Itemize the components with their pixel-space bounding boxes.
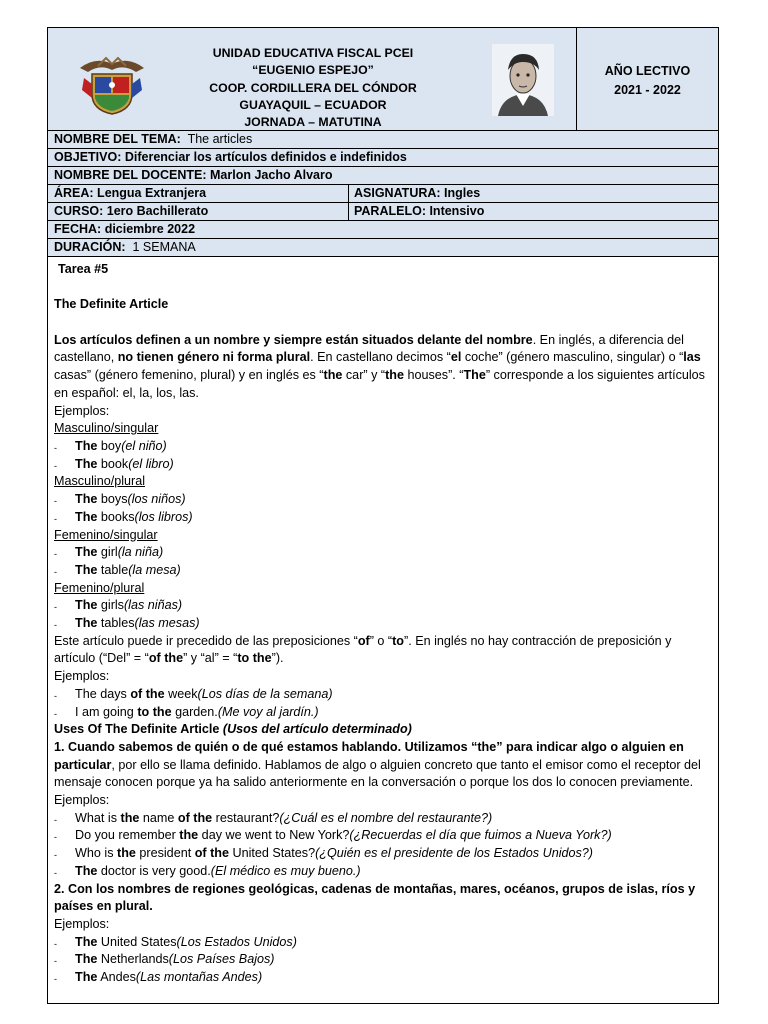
group-heading: Masculino/plural	[54, 474, 145, 489]
list-item: - The boys(los niños)	[54, 492, 186, 507]
list-item: - The United States(Los Estados Unidos)	[54, 934, 297, 949]
portrait-icon	[492, 44, 554, 116]
course-row	[48, 203, 718, 221]
list-item: - The Andes(Las montañas Andes)	[54, 970, 263, 985]
section-title: The Definite Article	[54, 297, 169, 312]
list-item: - What is the name of the restaurant?(¿Cuál es el nombre del restaurante?)	[54, 810, 493, 825]
subject-text: ASIGNATURA: Ingles	[348, 185, 480, 202]
list-item: - The tables(las mesas)	[54, 616, 200, 631]
duration-row	[48, 239, 718, 257]
school-line: “EUGENIO ESPEJO”	[252, 63, 374, 78]
teacher-row	[48, 167, 718, 185]
intro-paragraph: Los artículos definen a un nombre y siempre están situados delante del nombre. En inglés, a diferencia del castellano, no tienen género ni forma plural. En castellano decimos “el coche” (género masculino, singular) o “las casas” (género femenino, plural) y en inglés es “the car” y “the houses”. “The” corresponde a los siguientes artículos en español: el, la, los, las.	[54, 332, 705, 400]
group-heading: Masculino/singular	[54, 421, 159, 436]
objective-text: OBJETIVO: Diferenciar los artículos definidos e indefinidos	[54, 150, 407, 164]
examples-label: Ejemplos:	[54, 669, 110, 684]
header-school-cell	[48, 28, 577, 130]
list-item: - Who is the president of the United States?(¿Quién es el presidente de los Estados Unidos?)	[54, 846, 594, 861]
list-item: - The days of the week(Los días de la semana)	[54, 686, 333, 701]
list-item: - The boy(el niño)	[54, 439, 167, 453]
list-item: - The book(el libro)	[54, 456, 174, 471]
worksheet-frame	[47, 27, 719, 1004]
parallel-text: PARALELO: Intensivo	[348, 203, 484, 220]
topic-label: NOMBRE DEL TEMA:	[54, 132, 181, 146]
list-item: - I am going to the garden.(Me voy al jardín.)	[54, 704, 319, 719]
use-two-paragraph: 2. Con los nombres de regiones geológicas, cadenas de montañas, mares, océanos, grupos de islas, ríos y países en plural.	[54, 881, 696, 914]
list-item: - The table(la mesa)	[54, 562, 181, 577]
list-item: - The Netherlands(Los Países Bajos)	[54, 952, 275, 967]
school-year	[577, 62, 718, 100]
list-item: - The girls(las niñas)	[54, 598, 183, 613]
school-line: JORNADA – MATUTINA	[244, 115, 382, 130]
school-line: UNIDAD EDUCATIVA FISCAL PCEI	[212, 46, 414, 60]
use-one-paragraph: 1. Cuando sabemos de quién o de qué estamos hablando. Utilizamos “the” para indicar algo o alguien en particular, por ello se llama definido. Hablamos de algo o alguien concreto que tanto el emisor como el receptor del mensaje conocen porque ya ha salido anteriormente en la conversación o porque los dos lo conocen previamente.	[54, 739, 701, 790]
duration-label: DURACIÓN:	[54, 240, 126, 254]
area-text: ÁREA: Lengua Extranjera	[54, 186, 207, 200]
school-line: GUAYAQUIL – ECUADOR	[239, 97, 387, 112]
school-crest-icon	[76, 54, 148, 116]
area-row	[48, 185, 718, 203]
group-heading: Femenino/singular	[54, 527, 158, 542]
list-item: - The doctor is very good.(El médico es muy bueno.)	[54, 863, 361, 878]
header	[48, 28, 718, 131]
school-name-block	[163, 45, 463, 131]
year-label: AÑO LECTIVO	[604, 64, 691, 78]
topic-value: The articles	[187, 132, 253, 146]
list-item: - The girl(la niña)	[54, 545, 164, 560]
examples-label: Ejemplos:	[54, 403, 110, 418]
examples-label: Ejemplos:	[54, 916, 110, 931]
list-item: - The books(los libros)	[54, 509, 193, 524]
date-text: FECHA: diciembre 2022	[54, 222, 196, 236]
group-heading: Femenino/plural	[54, 580, 145, 595]
preposition-paragraph: Este artículo puede ir precedido de las preposiciones “of” o “to”. En inglés no hay contracción de preposición y artículo (“Del” = “of the” y “al” = “to the”).	[54, 633, 672, 666]
header-year-cell	[577, 28, 718, 130]
lesson-content	[54, 261, 714, 987]
task-title: Tarea #5	[58, 262, 109, 276]
examples-label: Ejemplos:	[54, 793, 110, 808]
list-item: - Do you remember the day we went to New York?(¿Recuerdas el día que fuimos a Nueva York?)	[54, 828, 612, 843]
duration-value: 1 SEMANA	[132, 240, 196, 254]
course-text: CURSO: 1ero Bachillerato	[54, 204, 209, 218]
uses-heading: Uses Of The Definite Article (Usos del artículo determinado)	[54, 722, 412, 737]
date-row	[48, 221, 718, 239]
topic-row	[48, 131, 718, 149]
year-value: 2021 - 2022	[614, 83, 681, 97]
teacher-text: NOMBRE DEL DOCENTE: Marlon Jacho Alvaro	[54, 168, 333, 182]
objective-row	[48, 149, 718, 167]
school-line: COOP. CORDILLERA DEL CÓNDOR	[209, 80, 417, 95]
